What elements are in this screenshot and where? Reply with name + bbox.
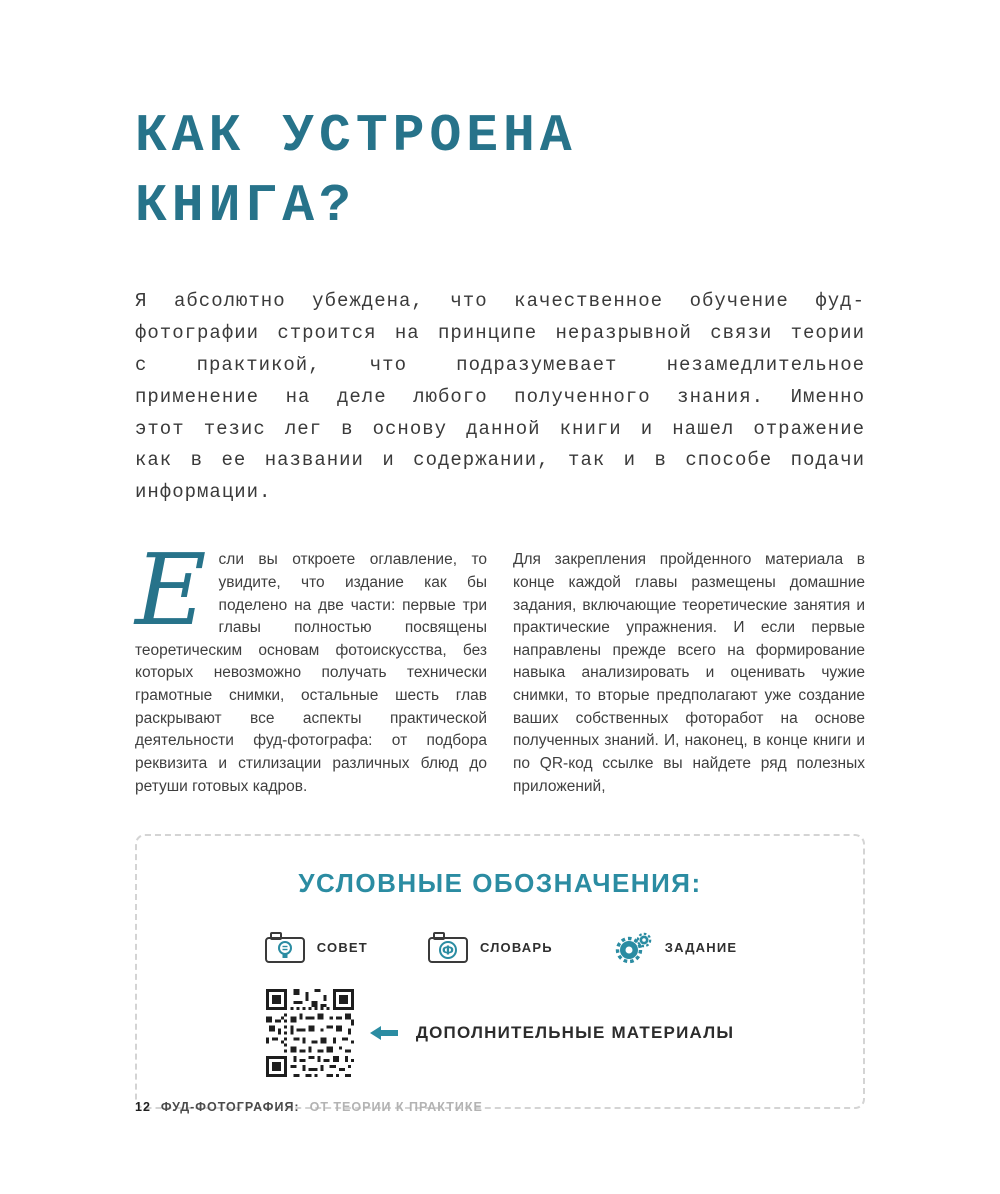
title-line-2: КНИГА? — [135, 175, 356, 236]
camera-lightbulb-icon — [263, 929, 307, 965]
page-footer — [135, 1100, 483, 1114]
column-left-text: сли вы откроете оглавление, то увидите, что издание как бы поделено на две части: первые три главы полностью посвящены теоретическим основам фотоискусства, без которых невозможно получать технически грамотные снимки, остальные шесть глав раскрывают все аспекты практической деятельности фуд-фотографа: от подбора реквизита и стилизации различных блюд до ретуши готовых кадров. — [135, 551, 487, 795]
page-title — [135, 0, 865, 242]
legend-item-task — [611, 929, 737, 965]
qr-code — [266, 989, 354, 1077]
column-left — [135, 534, 487, 798]
legend-item-label: ЗАДАНИЕ — [664, 939, 738, 955]
column-right — [513, 549, 865, 798]
legend-item-tip — [263, 929, 368, 965]
legend-item-label: СОВЕТ — [316, 939, 368, 955]
body-columns — [135, 534, 865, 798]
camera-dictionary-icon — [426, 929, 470, 965]
left-arrow-icon — [370, 1025, 400, 1041]
drop-cap: Е — [135, 534, 207, 649]
intro-paragraph: Я абсолютно убеждена, что качественное обучение фуд-фотографии строится на принципе неразрывной связи теории с практикой, что подразумевает незамедлительное применение на деле любого полученного знания. Именно этот тезис лег в основу данной книги и нашел отражение как в ее названии и содержании, так и в способе подачи информации. — [135, 289, 865, 504]
footer-book-subtitle: ОТ ТЕОРИИ К ПРАКТИКЕ — [309, 1100, 483, 1114]
title-line-1: КАК УСТРОЕНА — [135, 106, 577, 166]
legend-items-row — [167, 929, 833, 965]
column-right-text: Для закрепления пройденного материала в конце каждой главы размещены домашние задания, включающие теоретические занятия и практические упражнения. И если первые направлены прежде всего на формирование навыка анализировать и оценивать чужие снимки, то вторые предполагают уже создание ваших собственных фоторабот на основе полученных знаний. И, наконец, в конце книги и по QR-код ссылке вы найдете ряд полезных приложений, — [513, 551, 865, 795]
qr-label: ДОПОЛНИТЕЛЬНЫЕ МАТЕРИАЛЫ — [415, 1023, 735, 1043]
legend-item-dictionary — [426, 929, 553, 965]
footer-book-title: ФУД-ФОТОГРАФИЯ: — [160, 1100, 300, 1114]
legend-item-label: СЛОВАРЬ — [479, 939, 553, 955]
legend-box — [135, 834, 865, 1109]
qr-row — [167, 989, 833, 1077]
svg-text:Ф: Ф — [441, 943, 454, 958]
legend-title: УСЛОВНЫЕ ОБОЗНАЧЕНИЯ: — [298, 868, 702, 899]
camera-gear-icon — [611, 929, 655, 965]
page-number: 12 — [135, 1100, 151, 1114]
